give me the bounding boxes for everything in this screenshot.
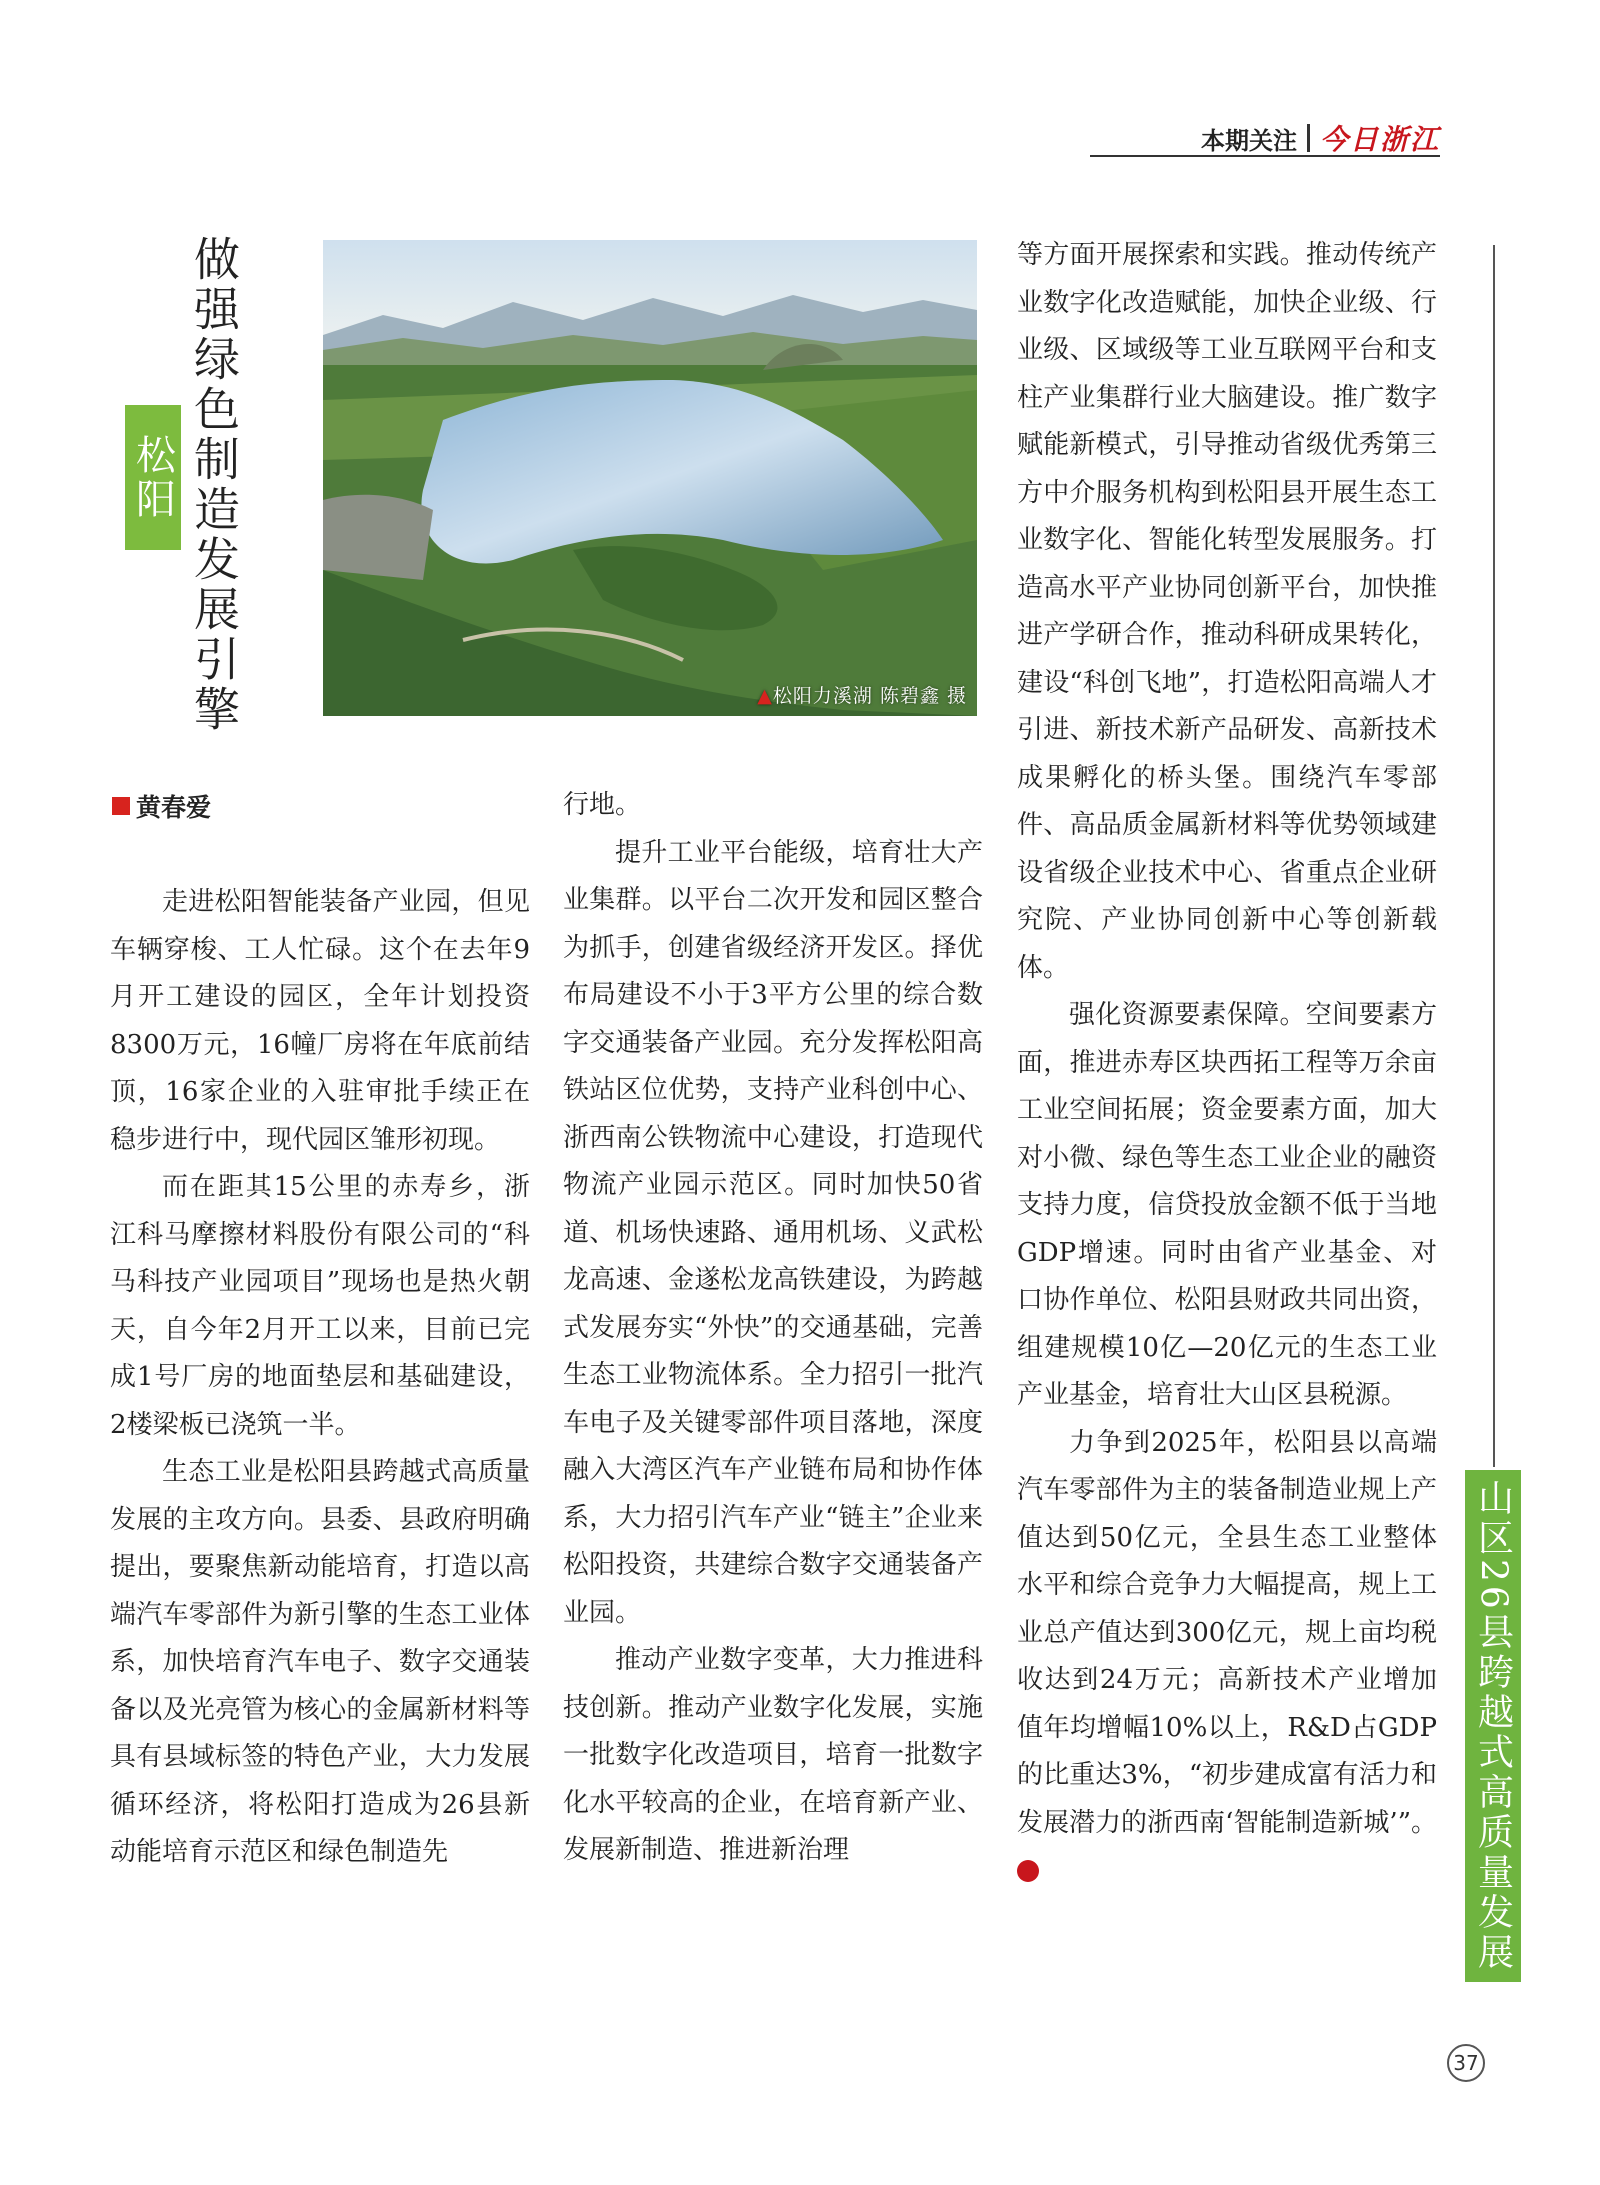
paragraph: 走进松阳智能装备产业园，但见车辆穿梭、工人忙碌。这个在去年9月开工建设的园区，全年计划投资8300万元，16幢厂房将在年底前结顶，16家企业的入驻审批手续正在稳步进行中，现代园区雏形初现。: [110, 887, 530, 1155]
lake-photo: [323, 240, 977, 716]
text-column-1: [110, 879, 530, 1877]
photo-caption: [757, 681, 967, 708]
text-column-3: [1017, 232, 1437, 1895]
paragraph: 而在距其15公里的赤寿乡，浙江科马摩擦材料股份有限公司的“科马科技产业园项目”现场也是热火朝天，自今年2月开工以来，目前已完成1号厂房的地面垫层和基础建设，2楼梁板已浇筑一半。: [110, 1172, 530, 1440]
paragraph: 提升工业平台能级，培育壮大产业集群。以平台二次开发和园区整合为抓手，创建省级经济开发区。择优布局建设不小于3平方公里的综合数字交通装备产业园。充分发挥松阳高铁站区位优势，支持产业科创中心、浙西南公铁物流中心建设，打造现代物流产业园示范区。同时加快50省道、机场快速路、通用机场、义武松龙高速、金遂松龙高铁建设，为跨越式发展夯实“外快”的交通基础，完善生态工业物流体系。全力招引一批汽车电子及关键零部件项目落地，深度融入大湾区汽车产业链布局和协作体系，大力招引汽车产业“链主”企业来松阳投资，共建综合数字交通装备产业园。: [563, 837, 983, 1628]
header-section-label: 本期关注: [1200, 126, 1297, 155]
paragraph: 生态工业是松阳县跨越式高质量发展的主攻方向。县委、县政府明确提出，要聚焦新动能培育，打造以高端汽车零部件为新引擎的生态工业体系，加快培育汽车电子、数字交通装备以及光亮管为核心的金属新材料等具有县域标签的特色产业，大力发展循环经济，将松阳打造成为26县新动能培育示范区和绿色制造先: [110, 1457, 530, 1867]
magazine-logo: 今日浙江: [1319, 123, 1440, 156]
article-end-icon: [1017, 1860, 1039, 1882]
caption-text: 松阳力溪湖 陈碧鑫 摄: [772, 685, 967, 707]
side-vertical-rule: [1493, 245, 1495, 1467]
page-header: [1201, 118, 1440, 158]
header-separator: [1307, 124, 1310, 152]
paragraph-continued: 行地。: [563, 790, 642, 820]
author-byline: [112, 788, 211, 824]
paragraph-continued: 等方面开展探索和实践。推动传统产业数字化改造赋能，加快企业级、行业级、区域级等工业互联网平台和支柱产业集群行业大脑建设。推广数字赋能新模式，引导推动省级优秀第三方中介服务机构到松阳县开展生态工业数字化、智能化转型发展服务。打造高水平产业协同创新平台，加快推进产学研合作，推动科研成果转化，建设“科创飞地”，打造松阳高端人才引进、新技术新产品研发、高新技术成果孵化的桥头堡。围绕汽车零部件、高品质金属新材料等优势领域建设省级企业技术中心、省重点企业研究院、产业协同创新中心等创新载体。: [1017, 240, 1437, 983]
paragraph: 强化资源要素保障。空间要素方面，推进赤寿区块西拓工程等万余亩工业空间拓展；资金要素方面，加大对小微、绿色等生态工业企业的融资支持力度，信贷投放金额不低于当地GDP增速。同时由省产业基金、对口协作单位、松阳县财政共同出资，组建规模10亿—20亿元的生态工业产业基金，培育壮大山区县税源。: [1017, 1000, 1437, 1410]
paragraph: [1017, 1420, 1437, 1895]
red-square-icon: [112, 797, 130, 815]
closing-paragraph-text: 力争到2025年，松阳县以高端汽车零部件为主的装备制造业规上产值达到50亿元，全县生态工业整体水平和综合竞争力大幅提高，规上工业总产值达到300亿元，规上亩均税收达到24万元；高新技术产业增加值年均增幅10%以上，R&D占GDP的比重达3%，“初步建成富有活力和发展潜力的浙西南‘智能制造新城’”。: [1017, 1427, 1437, 1838]
article-title: 做强绿色制造发展引擎: [187, 235, 241, 735]
aerial-lake-image: [323, 240, 977, 716]
location-tag: 松阳: [125, 405, 181, 550]
caption-triangle-icon: ▲: [757, 685, 773, 707]
text-column-2: [563, 782, 983, 1875]
paragraph: 推动产业数字变革，大力推进科技创新。推动产业数字化发展，实施一批数字化改造项目，培育一批数字化水平较高的企业，在培育新产业、发展新制造、推进新治理: [563, 1645, 983, 1865]
page-number: 37: [1447, 2044, 1485, 2082]
column-banner: 山区26县跨越式高质量发展: [1465, 1470, 1521, 1982]
author-name: 黄春爱: [136, 793, 212, 822]
